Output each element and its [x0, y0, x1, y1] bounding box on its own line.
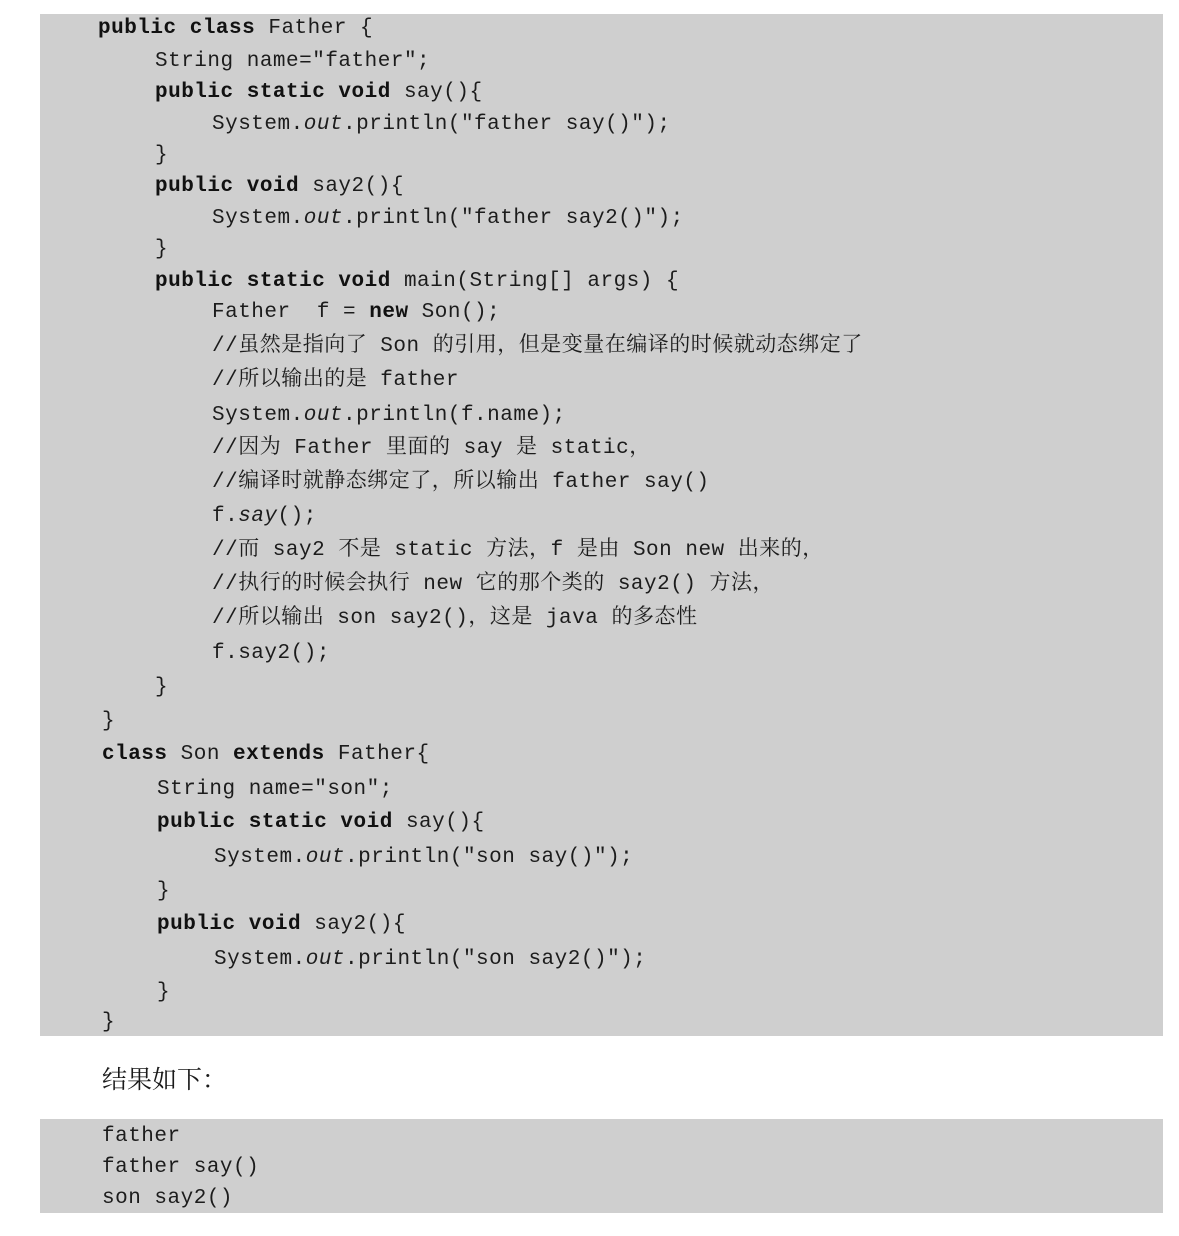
code-text: say(){	[392, 811, 485, 834]
code-italic: say	[238, 505, 278, 528]
code-line	[98, 16, 373, 42]
comment-text: //编译时就静态绑定了，所以输出 father say()	[212, 471, 710, 494]
keyword: public static void	[157, 811, 393, 834]
code-text: Father {	[255, 17, 374, 40]
code-text: }	[155, 238, 169, 261]
code-italic: out	[305, 846, 346, 869]
result-label: 结果如下：	[102, 1065, 228, 1094]
code-text: Son	[167, 743, 234, 766]
output-line: father say()	[102, 1156, 260, 1179]
code-text: }	[157, 981, 171, 1004]
code-text: String name="father";	[155, 50, 431, 73]
code-text: System.	[214, 948, 306, 971]
code-text: }	[157, 880, 171, 903]
code-text: Father f =	[212, 301, 370, 324]
keyword: public void	[157, 913, 302, 936]
code-text: f.	[212, 505, 239, 528]
code-text: say2(){	[299, 175, 404, 198]
code-text: f.say2();	[212, 642, 330, 665]
code-text: .println("father say()");	[343, 113, 671, 136]
code-line	[157, 777, 393, 803]
code-line	[102, 1010, 115, 1036]
code-line	[212, 206, 684, 232]
code-text: }	[102, 1011, 116, 1034]
code-comment	[212, 436, 651, 462]
comment-text: //执行的时候会执行 new 它的那个类的 say2() 方法，	[212, 573, 775, 596]
code-comment	[212, 334, 863, 360]
code-italic: out	[305, 948, 346, 971]
code-text: String name="son";	[157, 778, 393, 801]
keyword: public static void	[155, 270, 391, 293]
code-line	[212, 300, 500, 326]
code-line	[157, 980, 170, 1006]
code-text: }	[155, 676, 169, 699]
code-block	[40, 14, 1163, 1036]
code-text: System.	[214, 846, 306, 869]
code-text: .println(f.name);	[343, 404, 566, 427]
code-line	[214, 947, 646, 973]
keyword: class	[102, 743, 168, 766]
code-line	[212, 641, 330, 667]
code-line	[155, 675, 168, 701]
code-text: ();	[277, 505, 317, 528]
code-comment	[212, 572, 774, 598]
keyword: public void	[155, 175, 300, 198]
code-italic: out	[303, 113, 344, 136]
code-line	[157, 912, 406, 938]
output-line: father	[102, 1125, 181, 1148]
output-block	[40, 1119, 1163, 1213]
output-line: son say2()	[102, 1187, 234, 1210]
comment-text: //因为 Father 里面的 say 是 static，	[212, 437, 651, 460]
code-line	[155, 269, 679, 295]
code-line	[212, 112, 671, 138]
code-comment	[212, 606, 697, 632]
code-line	[212, 504, 317, 530]
code-text: }	[102, 710, 116, 733]
code-text: .println("son say2()");	[345, 948, 647, 971]
code-text: Father{	[324, 743, 430, 766]
code-line	[155, 49, 430, 75]
comment-text: //而 say2 不是 static 方法，f 是由 Son new 出来的，	[212, 539, 824, 562]
code-text: say2(){	[301, 913, 406, 936]
code-comment	[212, 470, 710, 496]
code-line	[155, 237, 168, 263]
keyword: public static void	[155, 81, 391, 104]
code-text: System.	[212, 207, 304, 230]
code-text: Son();	[408, 301, 501, 324]
code-comment	[212, 368, 459, 394]
code-text: .println("son say()");	[345, 846, 634, 869]
code-italic: out	[303, 207, 344, 230]
code-line	[155, 174, 404, 200]
code-line	[155, 80, 483, 106]
code-italic: out	[303, 404, 344, 427]
keyword: extends	[233, 743, 325, 766]
code-text: .println("father say2()");	[343, 207, 684, 230]
code-line	[157, 879, 170, 905]
code-text: say(){	[390, 81, 483, 104]
code-line	[212, 403, 566, 429]
code-line	[102, 709, 115, 735]
code-text: System.	[212, 404, 304, 427]
keyword: public class	[98, 17, 256, 40]
code-line	[157, 810, 485, 836]
code-comment	[212, 538, 824, 564]
code-text: System.	[212, 113, 304, 136]
keyword: new	[369, 301, 409, 324]
code-line	[214, 845, 633, 871]
comment-text: //虽然是指向了 Son 的引用，但是变量在编译的时候就动态绑定了	[212, 335, 863, 358]
code-text: main(String[] args) {	[390, 270, 680, 293]
code-line	[102, 742, 430, 768]
comment-text: //所以输出 son say2()，这是 java 的多态性	[212, 607, 698, 630]
code-text: }	[155, 144, 169, 167]
code-line	[155, 143, 168, 169]
comment-text: //所以输出的是 father	[212, 369, 459, 392]
